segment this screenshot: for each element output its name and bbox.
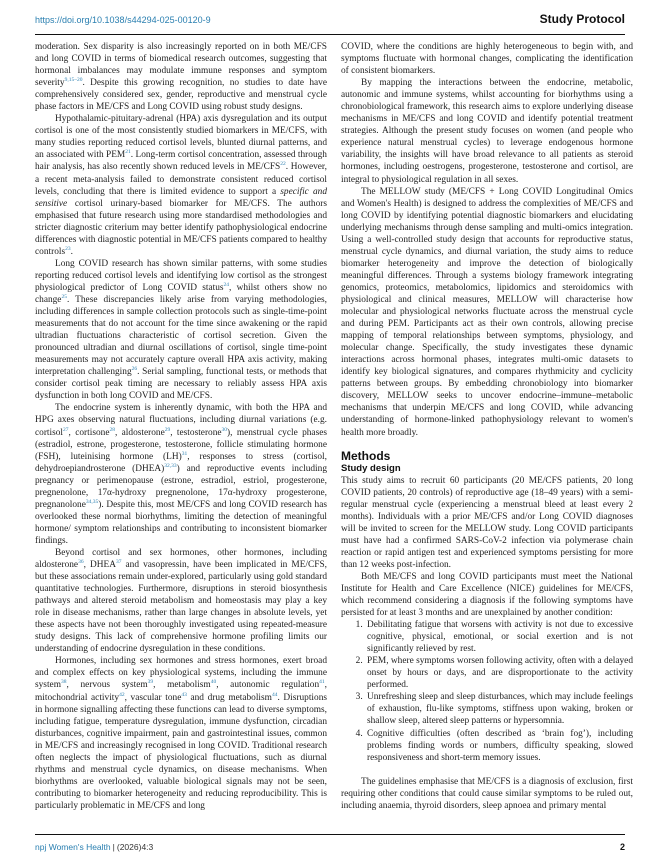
- journal-link[interactable]: npj Women's Health: [35, 842, 111, 852]
- paragraph: The endocrine system is inherently dynamic, with both the HPA and HPG axes observing natural fluctuations, including diurnal variations (e.g. cortisol$^{27}$, cortisone$^{28}$, aldosterone$^{29}$, testosterone$^{30}$), menstrual cycle phases (estradiol, estrone, progesterone, testosterone, follicle stimulating hormone (FSH), luteinising hormone (LH)$^{31}$, responses to stress (cortisol, dehydroepiandrosterone (DHEA)$^{32,33}$) and reproductive events including pregnancy or perimenopause (estrone, estradiol, estriol, progesterone, pregnenolone, 17α-hydroxy pregnenolone, 17α-hydroxy progesterone, pregnanolone$^{34,35}$). Despite this, most ME/CFS and long COVID research has overlooked these normal biorhythms, limiting the detection of meaningful hormone/ symptom relationships and contributing to inconsistent biomarker findings.: [35, 403, 327, 546]
- paragraph: Beyond cortisol and sex hormones, other hormones, including aldosterone$^{36}$, DHEA$^{37}$ and vasopressin, have been implicated in ME/CFS, but these associations remain under-explored, particularly using gold standard quantitative technologies. Furthermore, disruptions in steroid biosynthesis pathways and altered steroid metabolism and homeostasis may play a key role in disease mechanisms, rather than large changes in absolute levels, yet these aspects have not been thoroughly investigated using repeated-measure study designs. This lack of comprehensive hormone profiling limits our understanding of endocrine dysregulation in these conditions.: [35, 547, 327, 655]
- paragraph: Both ME/CFS and long COVID participants must meet the National Institute for Health and Care Excellence (NICE) guidelines for ME/CFS, which recommend considering a diagnosis if the following symptoms have persisted for at least 3 months and are unexplained by another condition:: [341, 571, 633, 619]
- paragraph: moderation. Sex disparity is also increasingly reported on in both ME/CFS and long COVID in terms of biomedical research outcomes, suggesting that hormonal imbalances may modulate immune responses and symptom severity$^{9,15-20}$. Despite this growing recognition, no studies to date have comprehensively considered sex, gender, reproductive and menstrual cycle phase factors in ME/CFS and Long COVID using robust study designs.: [35, 42, 327, 113]
- footer-rule: [35, 834, 625, 835]
- reference-link[interactable]: 32,33: [164, 462, 177, 469]
- reference-link[interactable]: 26: [131, 366, 138, 373]
- reference-link[interactable]: 9,15–20: [64, 77, 83, 84]
- paragraph: COVID, where the conditions are highly heterogeneous to begin with, and symptoms fluctuate with hormonal changes, complicating the identification of consistent biomarkers.: [341, 42, 633, 77]
- page-header: [35, 0, 625, 33]
- header-rule: [35, 34, 625, 35]
- reference-link[interactable]: 28: [109, 426, 115, 433]
- paragraph: This study aims to recruit 60 participants (20 ME/CFS patients, 20 long COVID patients, 20 controls) of reproductive age (18–49 years) with a semi-regular menstrual cycle (experiencing a menstrual bleed at least every 2 months). Individuals with a prior ME/CFS and/or Long COVID diagnoses will be invited to screen for the MELLOW study. Long COVID participants must have had a confirmed SARS-CoV-2 infection via polymerase chain reaction or rapid antigen test and experienced symptoms persisting for more than 12 weeks post-infection.: [341, 475, 633, 570]
- reference-link[interactable]: 27: [63, 426, 69, 433]
- reference-link[interactable]: 39: [147, 679, 154, 686]
- reference-link[interactable]: 23: [65, 245, 71, 252]
- reference-link[interactable]: 44: [271, 691, 278, 698]
- reference-link[interactable]: 40: [210, 679, 217, 686]
- reference-link[interactable]: 42: [119, 691, 125, 698]
- reference-link[interactable]: 36: [78, 559, 84, 566]
- reference-link[interactable]: 29: [164, 426, 171, 433]
- criteria-list: [341, 619, 633, 764]
- list-item: 3. Unrefreshing sleep and sleep disturbances, which may include feelings of exhaustion, flu-like symptoms, stiffness upon waking, broken or shallow sleep, altered sleep patterns or hypersomnia.: [365, 691, 633, 727]
- right-column: [341, 41, 633, 812]
- reference-link[interactable]: 38: [60, 679, 67, 686]
- footer-separator: |: [112, 842, 115, 852]
- list-item: 2. PEM, where symptoms worsen following activity, often with a delayed onset by hours or days, and are disproportionate to the activity performed.: [365, 655, 633, 691]
- page-footer: [35, 842, 625, 854]
- reference-link[interactable]: 24: [223, 281, 230, 288]
- doi-link[interactable]: https://doi.org/10.1038/s44294-025-00120-9: [35, 15, 211, 25]
- reference-link[interactable]: 34,35: [85, 498, 99, 505]
- reference-link[interactable]: 37: [115, 559, 122, 566]
- reference-link[interactable]: 22: [280, 161, 286, 168]
- paragraph: The MELLOW study (ME/CFS + Long COVID Longitudinal Omics and Women's Health) is designed to address the complexities of ME/CFS and long COVID by identifying potential diagnostic biomarkers and elucidating underlying mechanisms through dense sampling and multi-omics integration. Using a well-controlled study design that accounts for reproductive status, menstrual cycle dynamics, and diurnal variation, the study aims to reduce biomarker heterogeneity and improve the detection of biologically meaningful differences. Through a systems biology framework integrating genomics, proteomics, metabolomics, lipidomics and steroidomics with physiological and clinical measures, MELLOW will characterise how molecular and physiological networks fluctuate across the menstrual cycle and during PEM. Participants act as their own controls, allowing precise mapping of temporal relationships between symptoms, physiology, and molecular change. Specifically, the study investigates these dynamic interactions across hormonal phases, integrates multi-omic datasets to identify key biological signatures, and compares rhythmicity and cyclicity patterns between groups. By embedding chronobiology into biomarker discovery, MELLOW seeks to uncover endocrine–immune–metabolic mechanisms that underpin ME/CFS and long COVID, while advancing understanding of hormone-linked pathophysiology relevant to women's health more broadly.: [341, 186, 633, 438]
- citation: (2026)4:3: [116, 842, 154, 852]
- paragraph: By mapping the interactions between the endocrine, metabolic, autonomic and immune systems, whilst accounting for biorhythms using a chronobiological framework, this research aims to explore underlying disease mechanisms in ME/CFS and long COVID and identify potential treatment strategies. Although the present study focuses on women (and people who experience natural menstrual cycles) to leverage endogenous hormone variability, the insights will have broad relevance to all patients as steroid hormones, including oestrogens, progesterone, testosterone and cortisol, are integral to physiological regulation in all sexes.: [341, 78, 633, 185]
- page-number: 2: [619, 842, 625, 852]
- reference-link[interactable]: 31: [181, 450, 188, 457]
- paragraph: Hypothalamic-pituitary-adrenal (HPA) axis dysregulation and its output cortisol is one of the most consistently studied biomarkers in ME/CFS, with many studies reporting reduced cortisol levels, blunted diurnal patterns, and an associated with PEM$^{21}$. Long-term cortisol concentration, assessed through hair analysis, has also recently shown reduced levels in ME/CFS$^{22}$. However, a recent meta-analysis failed to demonstrate consistent reduced cortisol levels, concluding that there is limited evidence to support a specific and sensitive cortisol urinary-based biomarker for ME/CFS. The authors emphasised that future research using more standardised methodologies and stricter diagnostic criterium may better identify pathophysiological endocrine differences with diagnostic potential in ME/CFS patients compared to healthy controls$^{23}$.: [35, 114, 327, 257]
- spacer: [341, 764, 633, 776]
- study-design-heading: Study design: [341, 462, 401, 474]
- list-item: 1. Debilitating fatigue that worsens with activity is not due to excessive cognitive, physical, emotional, or social exertion and is not significantly relieved by rest.: [365, 619, 633, 655]
- paragraph: The guidelines emphasise that ME/CFS is a diagnosis of exclusion, first requiring other conditions that could cause similar symptoms to be ruled out, including anaemia, thyroid disorders, sleep apnoea and primary mental: [341, 776, 633, 811]
- methods-heading: Methods: [341, 448, 391, 463]
- left-column: [35, 41, 327, 812]
- reference-link[interactable]: 43: [181, 691, 187, 698]
- reference-link[interactable]: 41: [319, 679, 325, 686]
- list-item: 4. Cognitive difficulties (often described as ‘brain fog’), including problems finding words or numbers, difficulty speaking, slowed responsiveness and short-term memory issues.: [365, 728, 633, 764]
- section-label: Study Protocol: [539, 12, 625, 26]
- paragraph: Hormones, including sex hormones and stress hormones, exert broad and complex effects on key physiological systems, including the immune system$^{38}$, nervous system$^{39}$, metabolism$^{40}$, autonomic regulation$^{41}$, mitochondrial activity$^{42}$, vascular tone$^{43}$ and drug metabolism$^{44}$. Disruptions in hormone signalling affecting these functions can lead to diverse symptoms, including fatigue, temperature dysregulation, immune dysfunction, circadian disturbances, cognitive impairment, pain and gastrointestinal issues, common in ME/CFS and increasingly recognised in long COVID. Traditional research often neglects the impact of physiological fluctuations, such as diurnal rhythms and menstrual cycle dynamics, on disease mechanisms. When biorhythms are overlooked, valuable biological signals may not be seen, contributing to biomarker heterogeneity and reducing reproducibility. This is particularly problematic in ME/CFS and long: [35, 656, 327, 811]
- reference-link[interactable]: 30: [221, 426, 228, 433]
- paragraph: Long COVID research has shown similar patterns, with some studies reporting reduced cortisol levels and identifying low cortisol as the strongest physiological predictor of Long COVID status$^{24}$, whilst others show no change$^{25}$. These discrepancies likely arise from varying methodologies, including differences in sample collection protocols such as single-time-point measurements that do not account for the time since awakening or the rapid ultradian fluctuations characteristic of cortisol secretion. Given the pronounced ultradian and diurnal oscillations of cortisol, single time-point measurements may not accurately capture overall HPA axis activity, making interpretation challenging$^{26}$. Serial sampling, functional tests, or methods that consider cortisol peak timing are necessary to reliably assess HPA axis dysfunction in both long COVID and ME/CFS.: [35, 258, 327, 402]
- reference-link[interactable]: 25: [61, 293, 67, 300]
- reference-link[interactable]: 21: [125, 149, 131, 156]
